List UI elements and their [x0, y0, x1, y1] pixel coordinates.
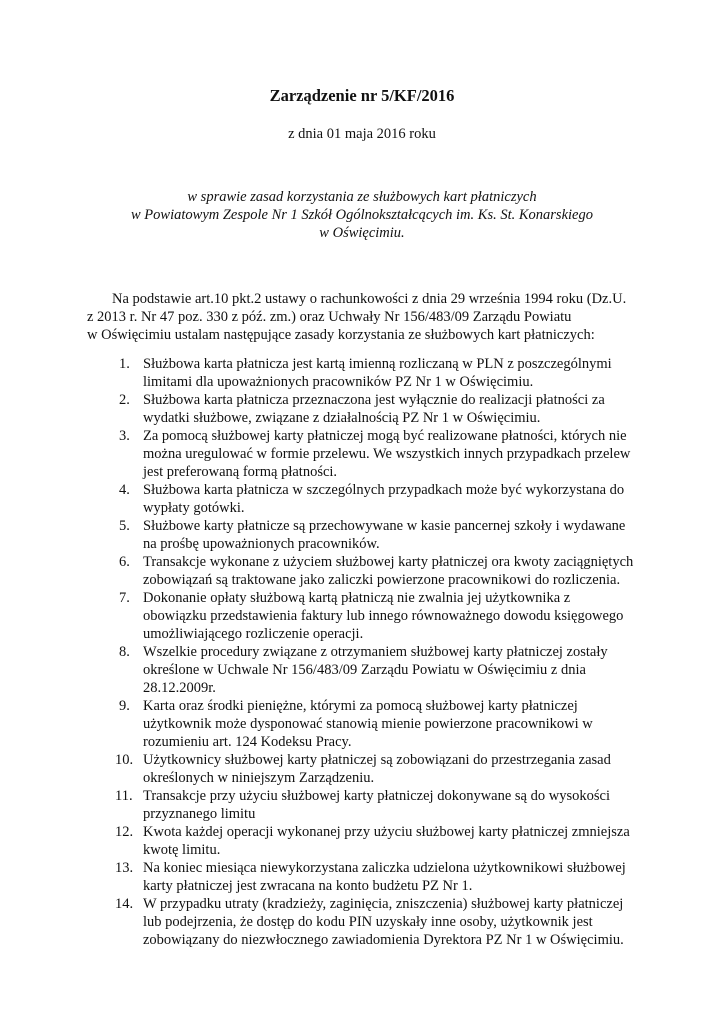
- list-item-number: 8.: [119, 644, 130, 660]
- list-item-text-line: Transakcje wykonane z użyciem służbowej karty płatniczej ora kwoty zaciągniętych: [143, 554, 634, 570]
- list-item-text-line: rozumieniu art. 124 Kodeksu Pracy.: [143, 734, 352, 750]
- list-item-text-line: Służbowa karta płatnicza w szczególnych przypadkach może być wykorzystana do: [143, 482, 625, 498]
- list-item: [0, 355, 643, 391]
- list-item: [0, 643, 643, 697]
- list-item-text-line: lub podejrzenia, że dostęp do kodu PIN uzyskały inne osoby, użytkownik jest: [143, 914, 593, 930]
- list-item-text-line: użytkownik może dysponować stanowią mienie powierzone pracownikowi w: [143, 716, 593, 732]
- list-item-text-line: zobowiązań są traktowane jako zaliczki powierzone pracownikowi do rozliczenia.: [143, 572, 621, 588]
- list-item-text-line: karty płatniczej jest zwracana na konto budżetu PZ Nr 1.: [143, 878, 473, 894]
- list-item-text-line: kwotę limitu.: [143, 842, 221, 858]
- list-item-number: 11.: [115, 788, 133, 804]
- list-item-number: 14.: [115, 896, 134, 912]
- list-item: [0, 697, 643, 751]
- list-item-number: 9.: [119, 698, 130, 714]
- list-item-text-line: Służbowa karta płatnicza przeznaczona jest wyłącznie do realizacji płatności za: [143, 392, 605, 408]
- subject-line: w Powiatowym Zespole Nr 1 Szkół Ogólnokształcących im. Ks. St. Konarskiego: [131, 207, 593, 223]
- list-item-number: 2.: [119, 392, 130, 408]
- list-item-number: 12.: [115, 824, 134, 840]
- list-item: [0, 481, 643, 517]
- list-item-text-line: Transakcje przy użyciu służbowej karty płatniczej dokonywane są do wysokości: [143, 788, 610, 804]
- list-item-text-line: można uregulować w formie przelewu. We wszystkich innych przypadkach przelew: [143, 446, 631, 462]
- list-item-number: 3.: [119, 428, 130, 444]
- document-title: Zarządzenie nr 5/KF/2016: [269, 86, 455, 105]
- list-item-text-line: umożliwiającego rozliczenie operacji.: [143, 626, 364, 642]
- list-item-text-line: Wszelkie procedury związane z otrzymaniem służbowej karty płatniczej zostały: [143, 644, 608, 660]
- preamble-line: Na podstawie art.10 pkt.2 ustawy o rachunkowości z dnia 29 września 1994 roku (Dz.U.: [112, 291, 627, 307]
- list-item: [0, 427, 643, 481]
- subject-line: w sprawie zasad korzystania ze służbowych kart płatniczych: [187, 189, 537, 205]
- list-item-text-line: Za pomocą służbowej karty płatniczej mogą być realizowane płatności, których nie: [143, 428, 627, 444]
- list-item-number: 13.: [115, 860, 134, 876]
- list-item-text-line: określone w Uchwale Nr 156/483/09 Zarządu Powiatu w Oświęcimiu z dnia: [143, 662, 586, 678]
- list-item-text-line: obowiązku przedstawienia faktury lub innego równoważnego dowodu księgowego: [143, 608, 624, 624]
- list-item: [0, 895, 643, 949]
- list-item-number: 7.: [119, 590, 130, 606]
- list-item-text-line: wypłaty gotówki.: [143, 500, 245, 516]
- list-item-text-line: przyznanego limitu: [143, 806, 256, 822]
- list-item-text-line: zobowiązany do niezwłocznego zawiadomienia Dyrektora PZ Nr 1 w Oświęcimiu.: [143, 932, 624, 948]
- list-item: [0, 553, 643, 589]
- list-item-number: 6.: [119, 554, 130, 570]
- preamble-line: z 2013 r. Nr 47 poz. 330 z póź. zm.) oraz Uchwały Nr 156/483/09 Zarządu Powiatu: [87, 309, 572, 325]
- preamble-line: w Oświęcimiu ustalam następujące zasady korzystania ze służbowych kart płatniczych:: [87, 327, 595, 343]
- list-item: [0, 517, 643, 553]
- list-item: [0, 787, 643, 823]
- list-item-text-line: Karta oraz środki pieniężne, którymi za pomocą służbowej karty płatniczej: [143, 698, 578, 714]
- list-item-text-line: Użytkownicy służbowej karty płatniczej są zobowiązani do przestrzegania zasad: [143, 752, 611, 768]
- list-item-number: 4.: [119, 482, 130, 498]
- list-item-text-line: Kwota każdej operacji wykonanej przy użyciu służbowej karty płatniczej zmniejsza: [143, 824, 630, 840]
- list-item-text-line: określonych w niniejszym Zarządzeniu.: [143, 770, 375, 786]
- subject-line: w Oświęcimiu.: [319, 225, 405, 241]
- list-item-text-line: W przypadku utraty (kradzieży, zaginięcia, zniszczenia) służbowej karty płatniczej: [143, 896, 624, 912]
- list-item: [0, 589, 643, 643]
- list-item: [0, 823, 643, 859]
- document-subject: [40, 188, 684, 242]
- document-date: z dnia 01 maja 2016 roku: [288, 126, 436, 142]
- list-item-text-line: Na koniec miesiąca niewykorzystana zaliczka udzielona użytkownikowi służbowej: [143, 860, 626, 876]
- list-item-number: 10.: [115, 752, 134, 768]
- list-item: [0, 751, 643, 787]
- document-preamble: [87, 290, 667, 344]
- list-item-text-line: na prośbę upoważnionych pracowników.: [143, 536, 380, 552]
- list-item-text-line: Służbowa karta płatnicza jest kartą imienną rozliczaną w PLN z poszczególnymi: [143, 356, 612, 372]
- list-item-text-line: jest preferowaną formą płatności.: [143, 464, 338, 480]
- list-item-text-line: limitami dla upoważnionych pracowników PZ Nr 1 w Oświęcimiu.: [143, 374, 534, 390]
- list-item-text-line: 28.12.2009r.: [143, 680, 216, 696]
- list-item-number: 1.: [119, 356, 130, 372]
- list-item-text-line: Służbowe karty płatnicze są przechowywane w kasie pancernej szkoły i wydawane: [143, 518, 626, 534]
- list-item-text-line: wydatki służbowe, związane z działalnością PZ Nr 1 w Oświęcimiu.: [143, 410, 541, 426]
- list-item: [0, 391, 643, 427]
- list-item: [0, 859, 643, 895]
- list-item-number: 5.: [119, 518, 130, 534]
- rules-list: [0, 355, 724, 949]
- list-item-text-line: Dokonanie opłaty służbową kartą płatniczą nie zwalnia jej użytkownika z: [143, 590, 571, 606]
